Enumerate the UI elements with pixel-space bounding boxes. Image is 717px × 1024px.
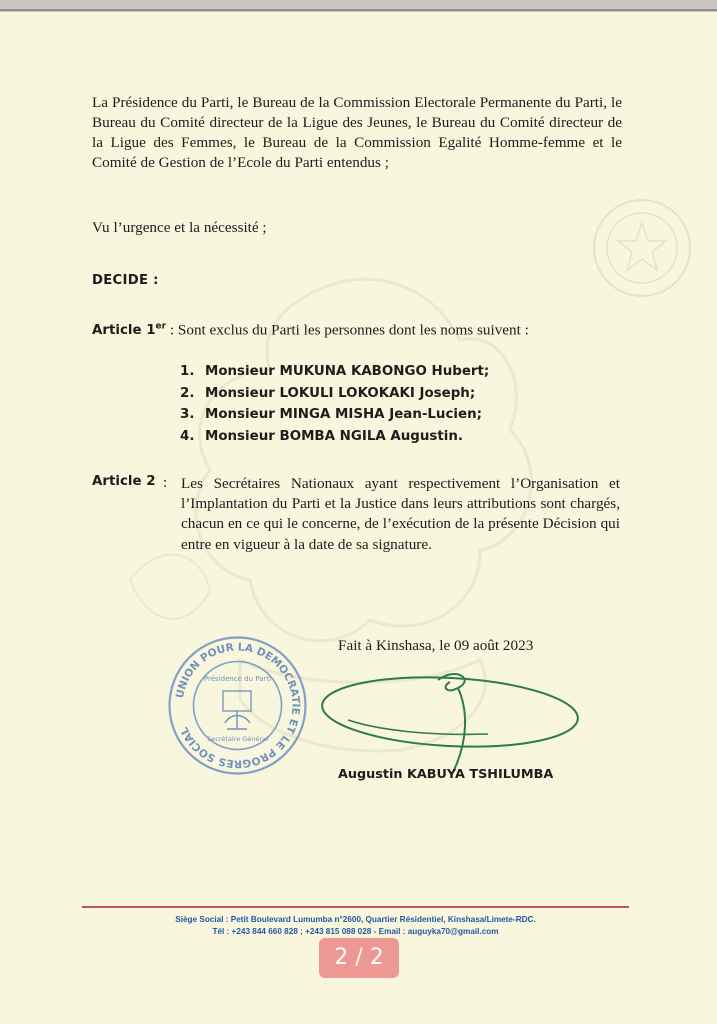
place-date: Fait à Kinshasa, le 09 août 2023 <box>338 637 534 654</box>
excluded-list <box>180 361 489 447</box>
article-1 <box>92 317 622 341</box>
decide-heading: DECIDE : <box>92 273 159 288</box>
article-2-label: Article 2 <box>92 474 156 489</box>
list-item: 2. Monsieur LOKULI LOKOKAKI Joseph; <box>180 385 476 401</box>
footer <box>82 914 629 937</box>
intro-paragraph: La Présidence du Parti, le Bureau de la Commission Electorale Permanente du Parti, le Bureau du Comité directeur de la Ligue des Jeunes, le Bureau du Comité directeur de la Ligue des Femmes, le Bureau de la Commission Egalité Homme-femme et le Comité de Gestion de l’Ecole du Parti entendus ; <box>92 94 622 171</box>
list-item: 1. Monsieur MUKUNA KABONGO Hubert; <box>180 364 490 379</box>
footer-contact: Tél : +243 844 660 828 ; +243 815 088 028 - Email : auguyka70@gmail.com <box>212 926 499 936</box>
signature-icon <box>318 660 583 775</box>
page-indicator: 2 / 2 <box>319 938 399 978</box>
svg-text:Secrétaire Général: Secrétaire Général <box>207 735 268 743</box>
list-item: 3. Monsieur MINGA MISHA Jean-Lucien; <box>180 407 482 422</box>
article-2-text: Les Secrétaires Nationaux ayant respectivement l’Organisation et l’Implantation du Parti et la Justice dans leurs attributions sont chargés, chacun en ce qui le concerne, de l’exécution de la présente Décision qui entre en vigueur à la date de sa signature. <box>181 475 620 553</box>
footer-address: Siège Social : Petit Boulevard Lumumba n°2600, Quartier Résidentiel, Kinshasa/Limete-RDC. <box>175 915 536 924</box>
svg-text:UNION POUR LA DEMOCRATIE ET LE: UNION POUR LA DEMOCRATIE ET LE PROGRES SOCIAL <box>173 641 302 770</box>
signer-name: Augustin KABUYA TSHILUMBA <box>338 767 554 782</box>
article-1-text: : Sont exclus du Parti les personnes dont les noms suivent : <box>166 321 529 339</box>
scan-top-rule <box>0 9 717 11</box>
article-1-label: Article 1er <box>92 322 167 339</box>
faded-seal-icon <box>582 183 692 313</box>
list-item: 4. Monsieur BOMBA NGILA Augustin. <box>180 428 463 444</box>
party-stamp-icon <box>165 633 310 778</box>
urgency-paragraph: Vu l’urgence et la nécessité ; <box>92 219 267 236</box>
article-2-colon: : <box>163 474 168 491</box>
footer-rule <box>82 906 629 908</box>
svg-text:Présidence du Parti: Présidence du Parti <box>203 675 272 683</box>
